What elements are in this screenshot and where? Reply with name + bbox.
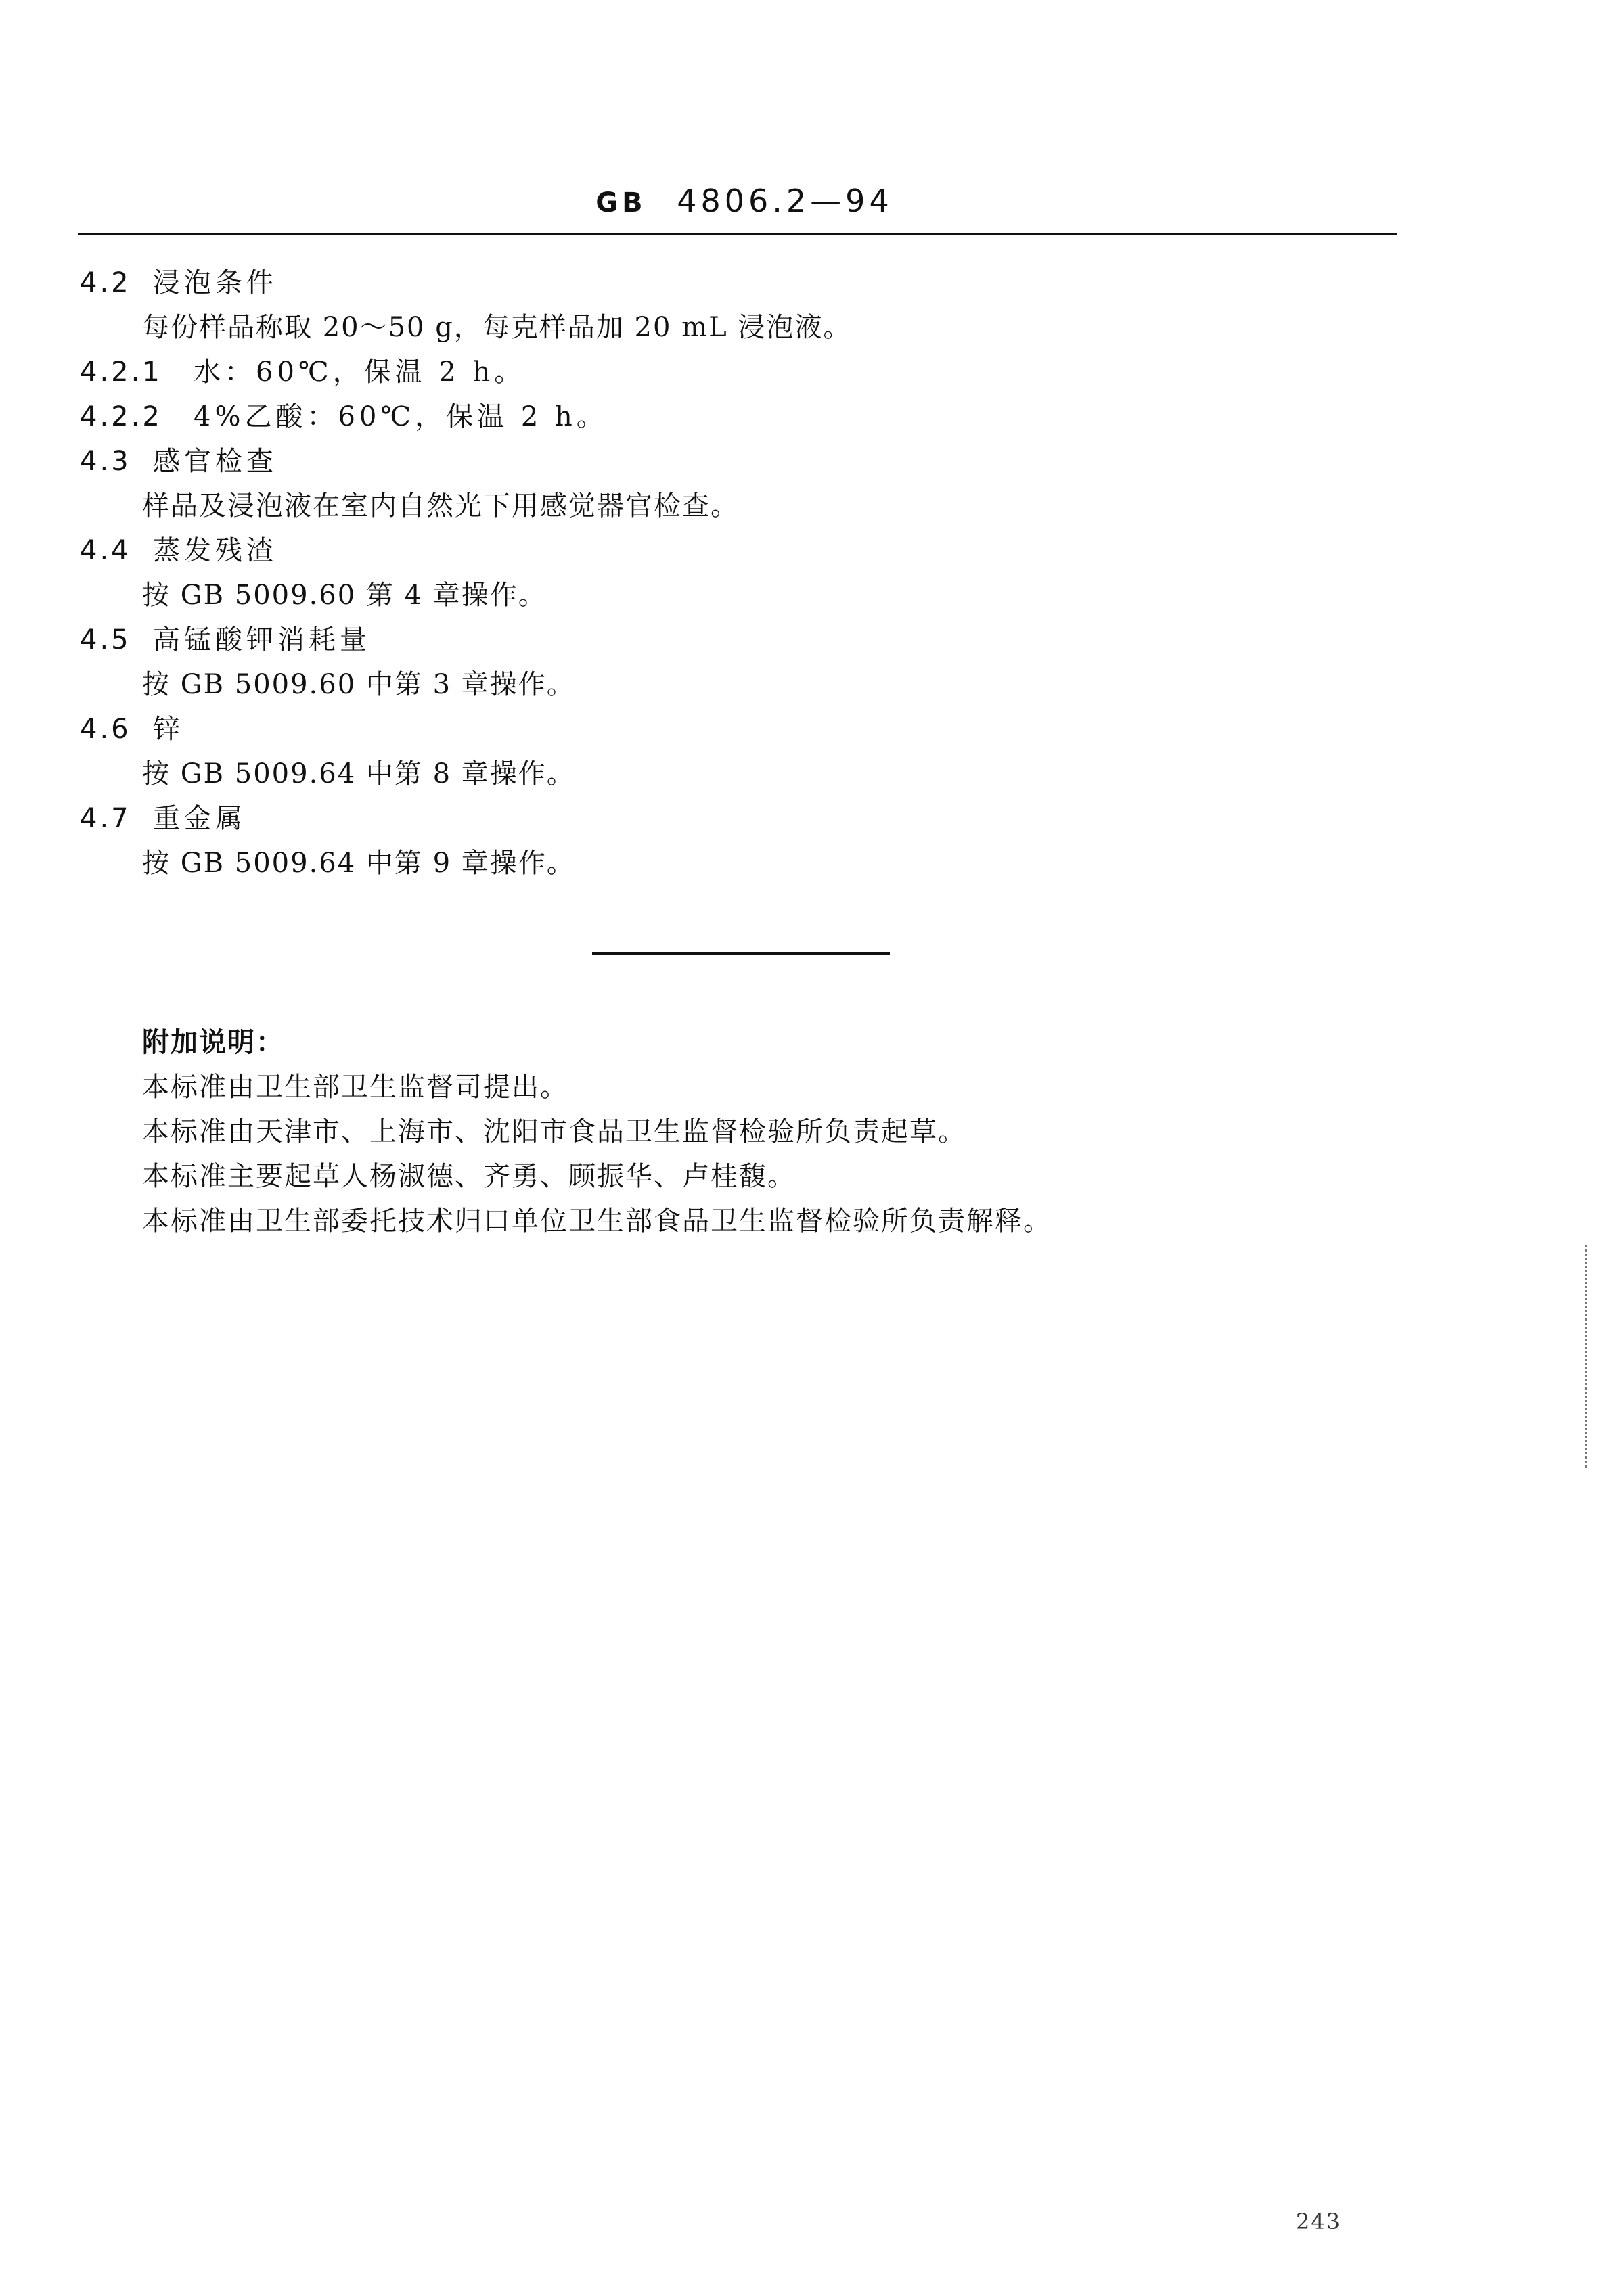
- notes-title: 附加说明：: [142, 1027, 284, 1058]
- section-heading: [80, 618, 1399, 662]
- section-number: 4.2: [80, 267, 131, 298]
- section-heading: [80, 350, 1399, 394]
- section-paragraph: 按 GB 5009.60 第 4 章操作。: [142, 580, 547, 611]
- section-title: 浸泡条件: [153, 267, 277, 298]
- header-rule: [78, 233, 1397, 235]
- end-divider: [592, 952, 890, 955]
- page-number: 243: [1296, 2209, 1342, 2234]
- section-heading: [80, 260, 1399, 305]
- section-heading: [80, 439, 1399, 484]
- section-number: 4.4: [80, 535, 131, 566]
- scan-edge-marks: [1585, 1245, 1590, 1468]
- section-number: 4.5: [80, 624, 131, 656]
- section-title: 水：60℃，保温 2 h。: [194, 357, 526, 388]
- section-paragraph: 每份样品称取 20～50 g，每克样品加 20 mL 浸泡液。: [142, 312, 852, 343]
- section-paragraph: 样品及浸泡液在室内自然光下用感觉器官检查。: [142, 490, 739, 522]
- section-title: 高锰酸钾消耗量: [153, 624, 371, 656]
- standard-number: 4806.2—94: [677, 183, 893, 219]
- page-header: [0, 183, 1489, 219]
- section-heading: [80, 528, 1399, 573]
- section-heading: [80, 394, 1399, 439]
- section-number: 4.2.2: [80, 401, 162, 432]
- additional-notes: [142, 1020, 1360, 1243]
- standard-code: GB: [595, 187, 647, 219]
- section-title: 4%乙酸：60℃，保温 2 h。: [194, 401, 608, 432]
- section-paragraph: 按 GB 5009.64 中第 8 章操作。: [142, 758, 575, 789]
- section-number: 4.7: [80, 803, 131, 834]
- section-title: 锌: [153, 714, 184, 745]
- section-number: 4.3: [80, 446, 131, 477]
- note-line: 本标准主要起草人杨淑德、齐勇、顾振华、卢桂馥。: [142, 1161, 796, 1192]
- document-body: [80, 260, 1399, 886]
- section-title: 重金属: [153, 803, 246, 834]
- section-paragraph: 按 GB 5009.64 中第 9 章操作。: [142, 848, 575, 879]
- section-number: 4.2.1: [80, 357, 162, 388]
- note-line: 本标准由天津市、上海市、沈阳市食品卫生监督检验所负责起草。: [142, 1116, 966, 1147]
- section-title: 感官检查: [153, 446, 277, 477]
- section-heading: [80, 796, 1399, 841]
- note-line: 本标准由卫生部卫生监督司提出。: [142, 1072, 568, 1103]
- note-line: 本标准由卫生部委托技术归口单位卫生部食品卫生监督检验所负责解释。: [142, 1206, 1052, 1237]
- section-paragraph: 按 GB 5009.60 中第 3 章操作。: [142, 669, 575, 700]
- section-heading: [80, 707, 1399, 752]
- section-title: 蒸发残渣: [153, 535, 277, 566]
- section-number: 4.6: [80, 714, 131, 745]
